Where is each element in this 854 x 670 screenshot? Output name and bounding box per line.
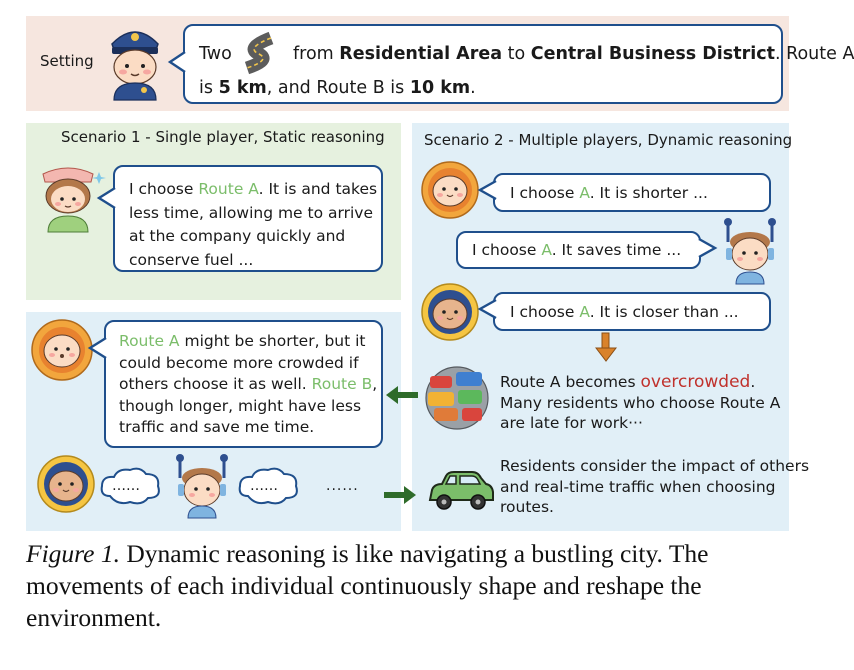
setting-origin: Residential Area: [339, 44, 503, 64]
consider-line3: routes.: [500, 498, 554, 516]
reasoning-line2: could become more crowded if: [119, 353, 359, 372]
msg3-route: A: [579, 303, 590, 321]
result-period: .: [750, 373, 756, 391]
car-icon: [426, 470, 496, 514]
setting-route-b-distance: 10 km: [409, 78, 471, 98]
robot-boy-avatar-2-icon: [170, 454, 234, 520]
scenario1-bubble-tail: [97, 188, 117, 212]
result-line3: are late for work···: [500, 414, 643, 432]
msg3-choose: I choose: [510, 303, 575, 321]
s1-line2: less time, allowing me to arrive: [129, 203, 373, 222]
result-text: [500, 372, 780, 434]
msg1-reason: . It is shorter ...: [589, 184, 708, 202]
reasoning-text: [119, 331, 377, 439]
msg3-bubble-tail: [478, 300, 498, 322]
setting-destination: Central Business District: [530, 44, 775, 64]
left-arrow-icon: [386, 386, 418, 404]
scenario2-title: Scenario 2 - Multiple players, Dynamic reasoning: [424, 131, 793, 149]
msg2-reason: . It saves time ...: [551, 241, 682, 259]
setting-to: to: [507, 44, 526, 64]
lion-thinking-avatar-icon: [30, 318, 94, 382]
setting-text: [199, 36, 854, 106]
reasoning-route-a: Route A: [119, 332, 180, 350]
msg2-bubble-tail: [697, 239, 717, 261]
s1-line4: conserve fuel ...: [129, 250, 254, 269]
result-line2: Many residents who choose Route A: [500, 393, 781, 412]
msg1-text: [510, 183, 708, 203]
overcrowded-label: overcrowded: [640, 372, 751, 392]
msg2-route: A: [541, 241, 552, 259]
right-arrow-icon: [384, 486, 416, 504]
reasoning-comma: ,: [372, 375, 378, 393]
figure-caption: [26, 538, 801, 634]
msg2-text: [472, 240, 681, 260]
s1-route: Route A: [198, 180, 259, 198]
s1-line1: . It is and takes: [258, 180, 378, 198]
msg1-choose: I choose: [510, 184, 575, 202]
result-line1: Route A becomes: [500, 373, 636, 391]
girl-avatar-icon: [33, 166, 103, 232]
reasoning-line1: might be shorter, but it: [184, 332, 366, 350]
robot-boy-avatar-icon: [718, 218, 782, 286]
consider-text: [500, 456, 809, 518]
setting-bubble-tail: [168, 52, 188, 76]
msg1-route: A: [579, 184, 590, 202]
msg3-text: [510, 302, 739, 322]
msg3-reason: . It is closer than ...: [589, 303, 739, 321]
setting-from: from: [292, 44, 334, 64]
s1-line3: at the company quickly and: [129, 227, 346, 245]
setting-is: is: [199, 78, 213, 98]
consider-line2: and real-time traffic when choosing: [500, 477, 776, 496]
setting-route-b: , and Route B is: [266, 78, 405, 98]
scenario1-text: [129, 178, 377, 272]
lion-avatar-icon: [420, 160, 480, 220]
reasoning-line4: though longer, might have less: [119, 396, 362, 415]
reasoning-line3: others choose it as well.: [119, 375, 307, 393]
thought-2-text: ……: [250, 478, 278, 494]
setting-route-a-distance: 5 km: [218, 78, 267, 98]
figure-label: Figure 1.: [26, 539, 120, 568]
setting-route-a: . Route A: [774, 44, 854, 64]
setting-two: Two: [199, 44, 232, 64]
s1-choose: I choose: [129, 180, 194, 198]
thought-1-text: ……: [112, 478, 140, 494]
reasoning-bubble-tail: [88, 338, 108, 362]
msg2-choose: I choose: [472, 241, 537, 259]
traffic-jam-icon: [422, 366, 492, 430]
scenario1-title: Scenario 1 - Single player, Static reasoning: [61, 128, 385, 146]
road-icon: [241, 38, 283, 68]
down-arrow-icon: [594, 333, 618, 363]
setting-label: Setting: [40, 52, 94, 70]
reasoning-route-b: Route B: [311, 375, 373, 393]
reasoning-line5: traffic and save me time.: [119, 418, 315, 436]
police-officer-icon: [100, 20, 170, 100]
lion-avatar-2-icon: [420, 282, 480, 342]
more-players-dots: ······: [326, 482, 359, 498]
msg1-bubble-tail: [478, 181, 498, 203]
caption-text: Dynamic reasoning is like navigating a bustling city. The movements of each individual continuously shape and reshape the environment.: [26, 539, 709, 632]
lion-avatar-3-icon: [36, 454, 96, 516]
consider-line1: Residents consider the impact of others: [500, 457, 810, 475]
setting-period: .: [470, 78, 476, 98]
